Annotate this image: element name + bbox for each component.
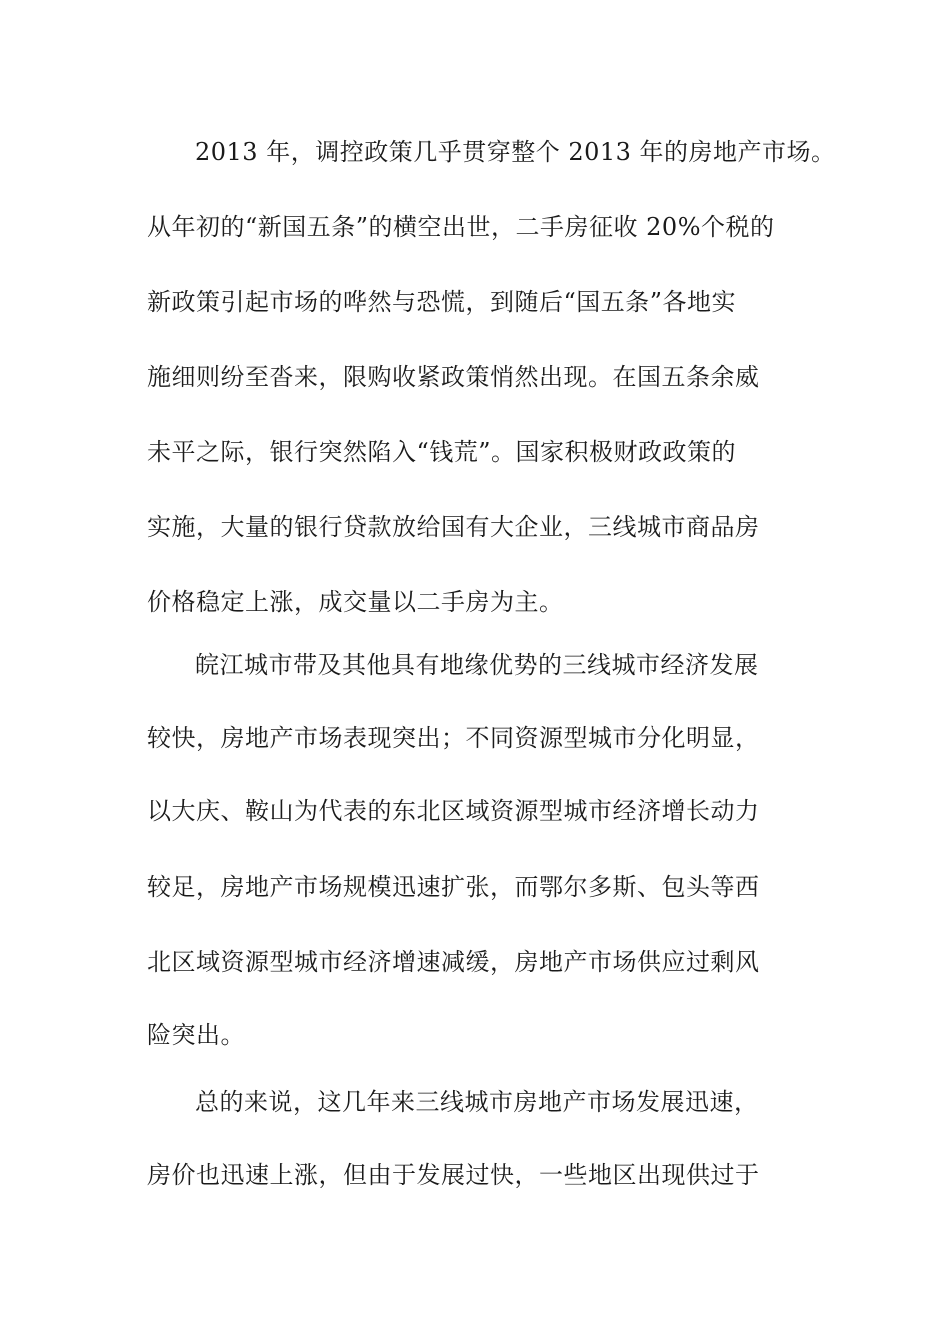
paragraph-2-line-5: 北区域资源型城市经济增速减缓，房地产市场供应过剩风: [147, 948, 760, 976]
paragraph-2-line-3: 以大庆、鞍山为代表的东北区域资源型城市经济增长动力: [147, 797, 760, 825]
paragraph-1-line-4: 施细则纷至沓来，限购收紧政策悄然出现。在国五条余威: [147, 363, 760, 391]
paragraph-2-line-4: 较足，房地产市场规模迅速扩张，而鄂尔多斯、包头等西: [147, 873, 760, 901]
paragraph-3-line-2: 房价也迅速上涨，但由于发展过快，一些地区出现供过于: [147, 1161, 760, 1189]
paragraph-2-line-1: 皖江城市带及其他具有地缘优势的三线城市经济发展: [195, 651, 759, 679]
paragraph-1-line-2: 从年初的“新国五条”的横空出世，二手房征收 20%个税的: [147, 213, 775, 241]
paragraph-1-line-6: 实施，大量的银行贷款放给国有大企业，三线城市商品房: [147, 513, 760, 541]
paragraph-2-line-2: 较快，房地产市场表现突出；不同资源型城市分化明显，: [147, 724, 760, 752]
paragraph-2-line-6: 险突出。: [147, 1021, 245, 1049]
paragraph-3-line-1: 总的来说，这几年来三线城市房地产市场发展迅速，: [195, 1088, 759, 1116]
paragraph-1-line-5: 未平之际，银行突然陷入“钱荒”。国家积极财政政策的: [147, 438, 737, 466]
paragraph-1-line-3: 新政策引起市场的哗然与恐慌，到随后“国五条”各地实: [147, 288, 737, 316]
paragraph-1-line-1: 2013 年，调控政策几乎贯穿整个 2013 年的房地产市场。: [195, 138, 836, 166]
paragraph-1-line-7: 价格稳定上涨，成交量以二手房为主。: [147, 588, 564, 616]
